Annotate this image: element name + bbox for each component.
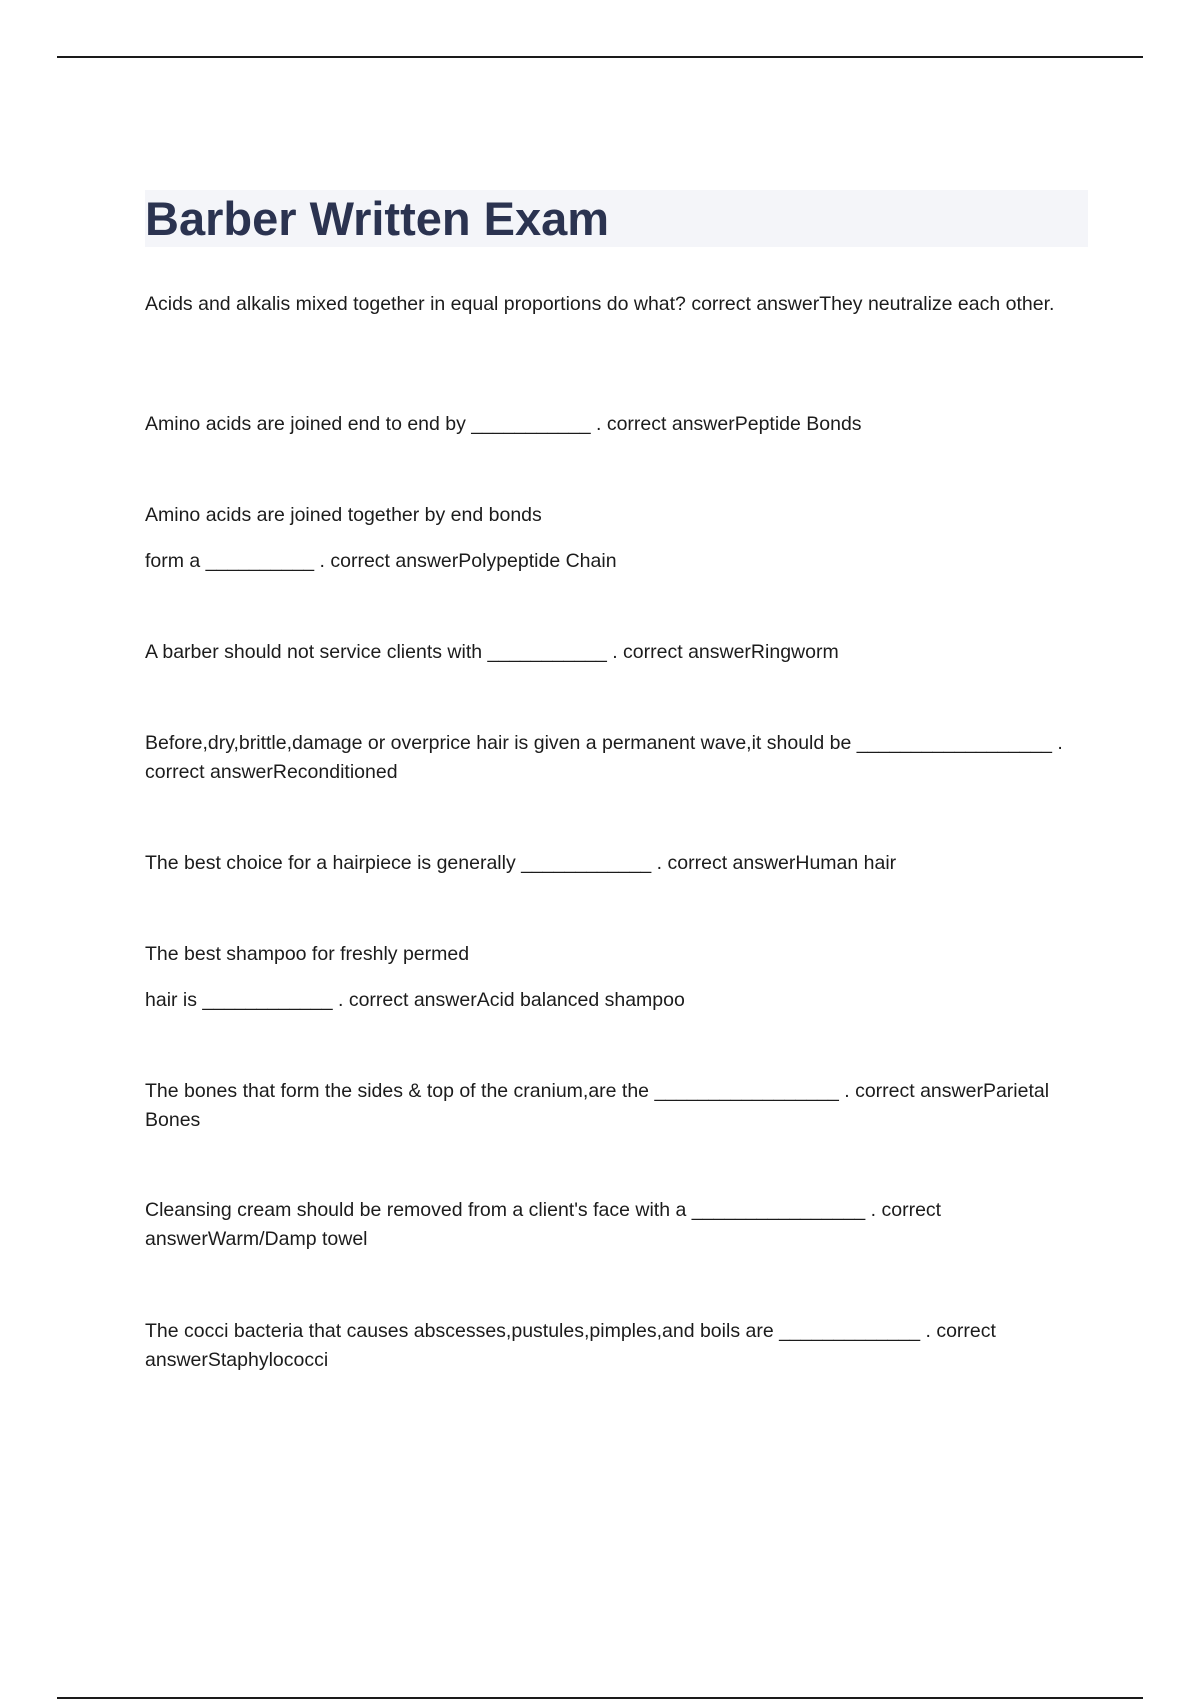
qa-line: Before,dry,brittle,damage or overprice hair is given a permanent wave,it should be __________________ . correct answerReconditioned [145,732,1063,783]
qa-item [145,1196,1090,1254]
qa-line: Cleansing cream should be removed from a client's face with a ________________ . correct answerWarm/Damp towel [145,1199,942,1250]
qa-item [145,638,1090,667]
qa-line: hair is ____________ . correct answerAcid balanced shampoo [145,989,685,1011]
qa-item [145,290,1090,319]
qa-item [145,729,1090,787]
qa-line: The cocci bacteria that causes abscesses,pustules,pimples,and boils are _____________ . correct answerStaphylococci [145,1320,996,1371]
qa-item [145,940,1090,1015]
qa-item [145,501,1090,576]
document-title: Barber Written Exam [145,192,610,245]
qa-line: The best shampoo for freshly permed [145,943,470,965]
qa-item [145,410,1090,439]
footer-rule [57,1697,1143,1699]
qa-line: Amino acids are joined end to end by ___________ . correct answerPeptide Bonds [145,413,862,435]
qa-line: Amino acids are joined together by end bonds [145,504,542,526]
qa-item [145,1317,1090,1375]
qa-line: Acids and alkalis mixed together in equal proportions do what? correct answerThey neutralize each other. [145,293,1055,315]
qa-line: form a __________ . correct answerPolypeptide Chain [145,550,617,572]
qa-item [145,1077,1090,1135]
qa-line: A barber should not service clients with ___________ . correct answerRingworm [145,641,839,663]
header-rule [57,56,1143,58]
qa-line: The best choice for a hairpiece is generally ____________ . correct answerHuman hair [145,852,897,874]
qa-item [145,849,1090,878]
qa-line: The bones that form the sides & top of the cranium,are the _________________ . correct answerParietal Bones [145,1080,1050,1131]
